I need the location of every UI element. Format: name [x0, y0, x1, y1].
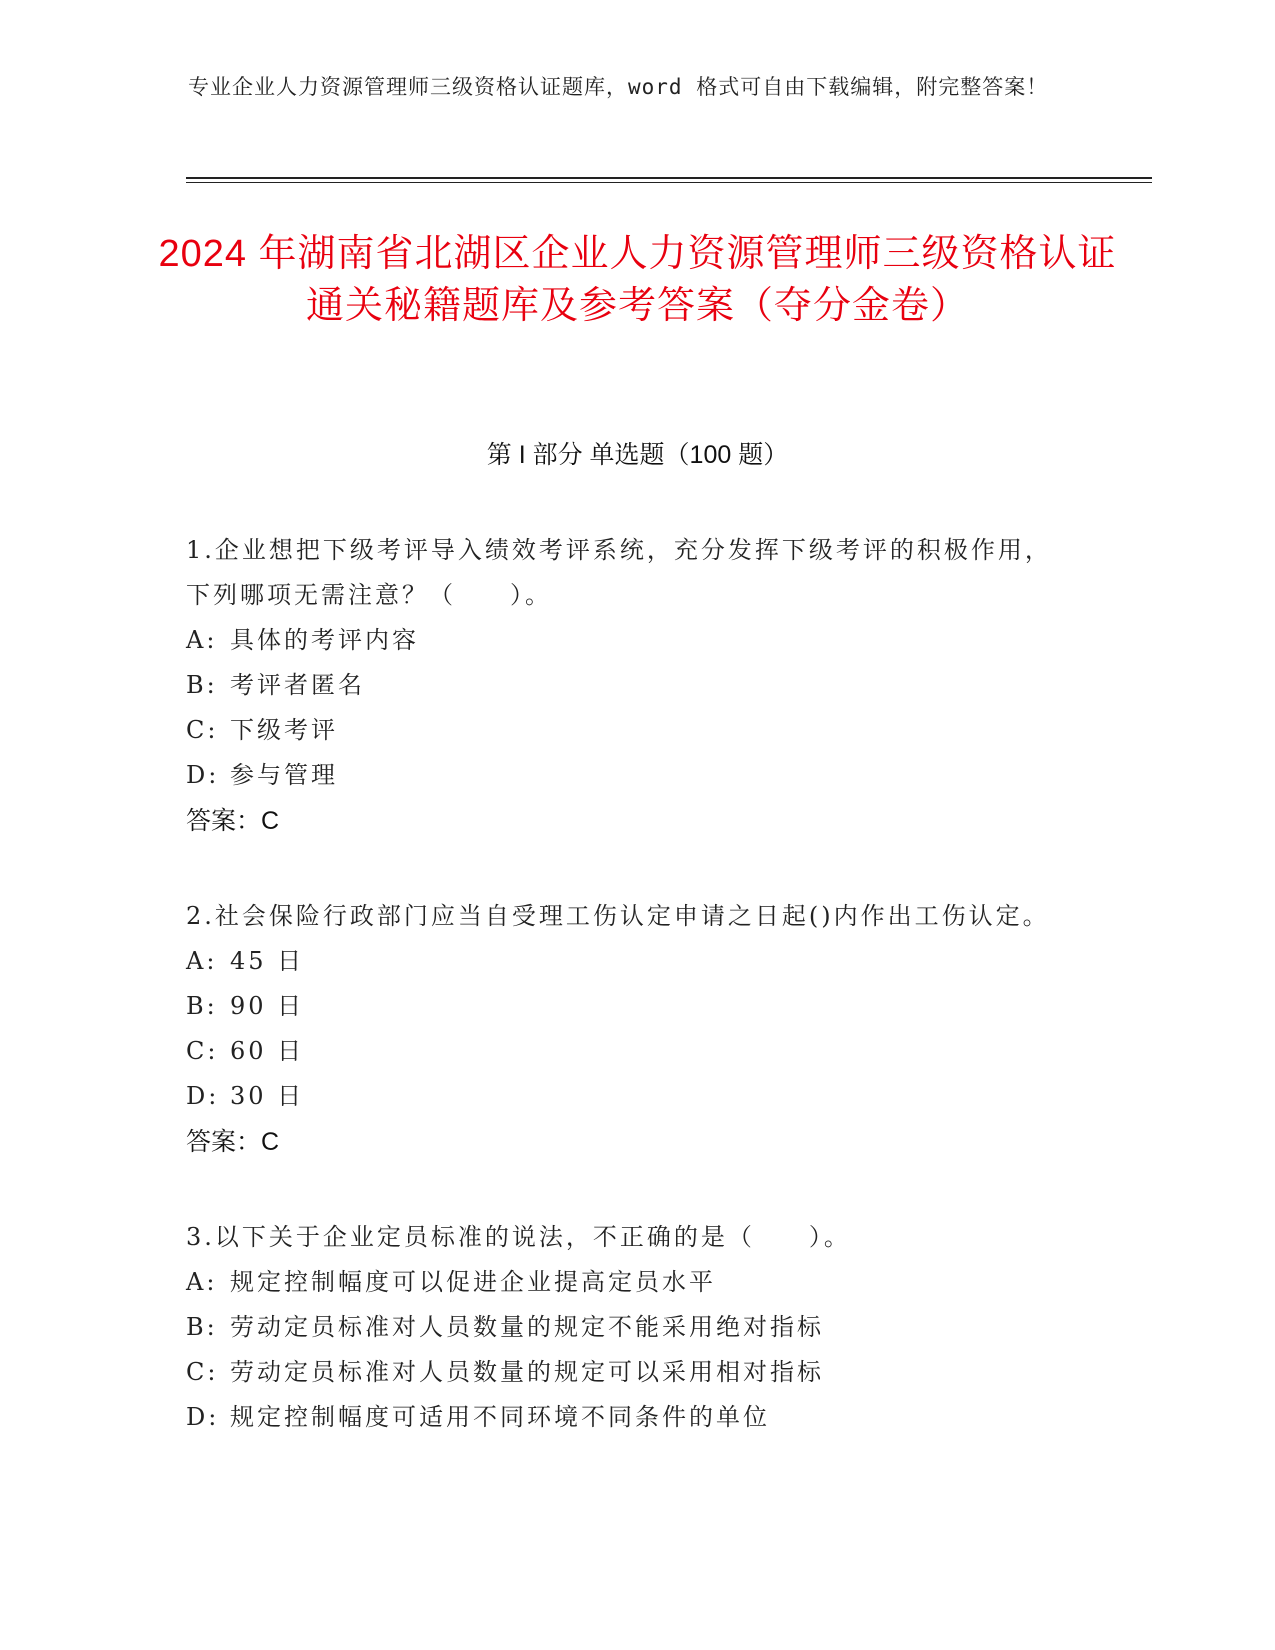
option-key: D: [186, 761, 220, 789]
option-d [186, 1395, 1066, 1440]
option-c [186, 1029, 1066, 1074]
option-key: C: [186, 716, 219, 744]
option-key: A: [186, 1268, 218, 1296]
option-text: 60 日 [230, 1037, 305, 1065]
option-text: 劳动定员标准对人员数量的规定不能采用绝对指标 [230, 1313, 824, 1341]
option-text: 参与管理 [230, 761, 338, 789]
option-key: C: [186, 1358, 219, 1386]
option-b [186, 984, 1066, 1029]
option-text: 劳动定员标准对人员数量的规定可以采用相对指标 [230, 1358, 824, 1386]
question-2 [186, 894, 1066, 1165]
answer-line: 答案：C [186, 1128, 280, 1156]
option-key: C: [186, 1037, 219, 1065]
section-title: 第 I 部分 单选题（100 题） [486, 441, 789, 469]
option-key: D: [186, 1082, 220, 1110]
question-stem: 3.以下关于企业定员标准的说法，不正确的是（ ）。 [186, 1223, 851, 1251]
question-1 [186, 528, 1066, 844]
option-text: 规定控制幅度可适用不同环境不同条件的单位 [230, 1403, 770, 1431]
question-stem: 2.社会保险行政部门应当自受理工伤认定申请之日起()内作出工伤认定。 [186, 902, 1050, 930]
option-key: B: [186, 1313, 218, 1341]
option-text: 90 日 [230, 992, 305, 1020]
document-title: 2024 年湖南省北湖区企业人力资源管理师三级资格认证通关秘籍题库及参考答案（夺分金卷） [158, 233, 1117, 327]
option-d [186, 1074, 1066, 1119]
question-list [186, 528, 1066, 1490]
option-a [186, 618, 1066, 663]
option-key: A: [186, 626, 218, 654]
option-text: 下级考评 [230, 716, 338, 744]
option-c [186, 708, 1066, 753]
option-text: 30 日 [230, 1082, 305, 1110]
header-note: 专业企业人力资源管理师三级资格认证题库，word 格式可自由下载编辑，附完整答案！ [188, 75, 1049, 99]
question-stem: 1.企业想把下级考评导入绩效考评系统，充分发挥下级考评的积极作用，下列哪项无需注意？（ ）。 [186, 536, 1052, 609]
option-a [186, 939, 1066, 984]
option-text: 具体的考评内容 [230, 626, 419, 654]
option-b [186, 1305, 1066, 1350]
answer-line: 答案：C [186, 807, 280, 835]
header-rule-thin [186, 182, 1152, 183]
question-3 [186, 1215, 1066, 1440]
header-rule-thick [186, 177, 1152, 179]
option-b [186, 663, 1066, 708]
option-text: 考评者匿名 [230, 671, 365, 699]
option-text: 规定控制幅度可以促进企业提高定员水平 [230, 1268, 716, 1296]
option-text: 45 日 [230, 947, 305, 975]
option-d [186, 753, 1066, 798]
option-c [186, 1350, 1066, 1395]
option-a [186, 1260, 1066, 1305]
option-key: B: [186, 992, 218, 1020]
option-key: B: [186, 671, 218, 699]
option-key: D: [186, 1403, 220, 1431]
option-key: A: [186, 947, 218, 975]
